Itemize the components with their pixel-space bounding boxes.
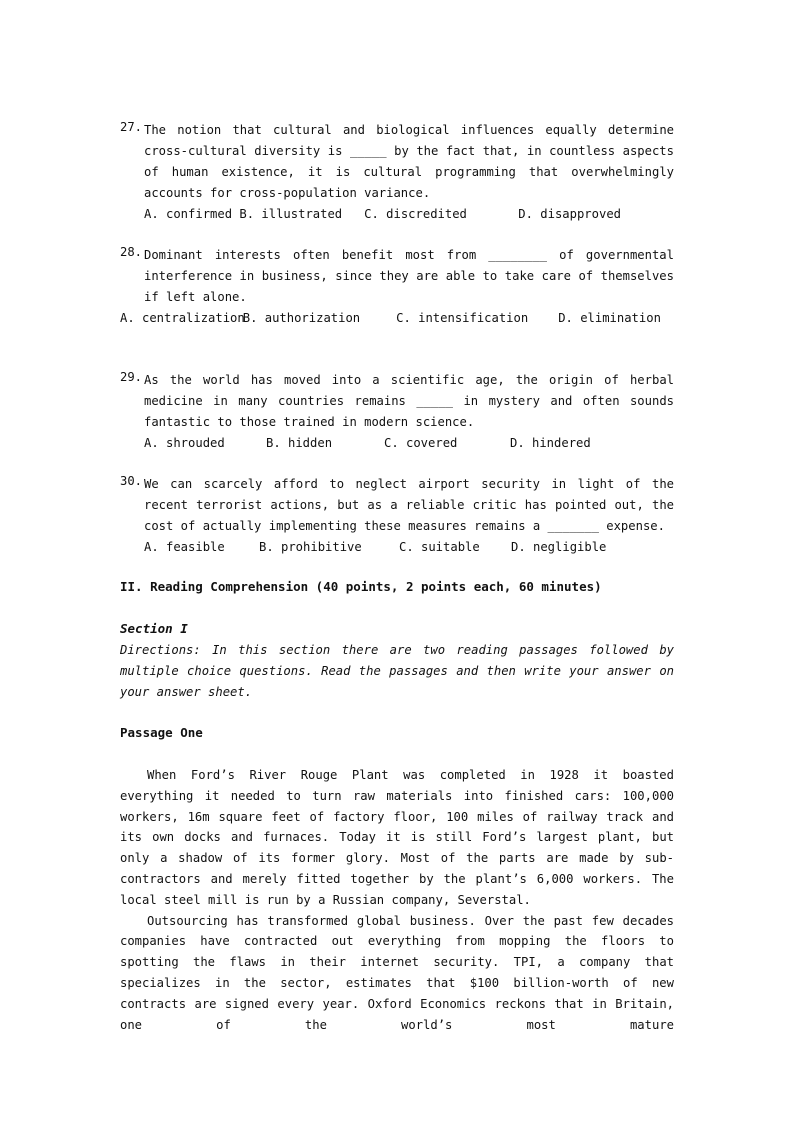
passage-title: Passage One	[120, 725, 203, 740]
passage-body	[120, 765, 674, 1035]
option-d: D. hindered	[510, 436, 591, 450]
option-c: C. covered	[384, 436, 458, 450]
part-heading: II. Reading Comprehension (40 points, 2 points each, 60 minutes)	[120, 579, 602, 594]
option-d: D. disapproved	[518, 207, 621, 221]
question-29	[120, 370, 674, 453]
option-a: A. centralization	[120, 311, 245, 325]
question-stem: We can scarcely afford to neglect airport security in light of the recent terrorist actions, but as a reliable critic has pointed out, the cost of actually implementing these measures remains a _______ expense.	[144, 477, 674, 533]
section-title: Section I	[120, 621, 188, 636]
option-d: D. elimination	[558, 311, 661, 325]
option-d: D. negligible	[511, 540, 607, 554]
question-27	[120, 120, 674, 224]
question-number: 28.	[120, 245, 143, 259]
option-a: A. shrouded	[144, 436, 225, 450]
passage-paragraph: When Ford’s River Rouge Plant was completed in 1928 it boasted everything it needed to turn raw materials into finished cars: 100,000 workers, 16m square feet of factory floor, 100 miles of railway track and its own docks and furnaces. Today it is still Ford’s largest plant, but only a shadow of its former glory. Most of the parts are made by sub-contractors and merely fitted together by the plant’s 6,000 workers. The local steel mill is run by a Russian company, Severstal.	[120, 768, 674, 907]
question-30	[120, 474, 674, 557]
question-number: 30.	[120, 474, 143, 488]
question-options	[144, 204, 674, 224]
option-c: C. suitable	[399, 540, 480, 554]
question-options	[120, 308, 674, 328]
question-options	[144, 537, 674, 557]
option-b: B. illustrated	[239, 207, 343, 221]
option-c: C. discredited	[364, 207, 467, 221]
option-b: B. prohibitive	[259, 540, 362, 554]
question-number: 29.	[120, 370, 143, 384]
question-options	[144, 433, 674, 453]
option-b: B. authorization	[242, 311, 361, 325]
passage-paragraph: Outsourcing has transformed global business. Over the past few decades companies have contracted out everything from mopping the floors to spotting the flaws in their internet security. TPI, a company that specializes in the sector, estimates that $100 billion-worth of new contracts are signed every year. Oxford Economics reckons that in Britain, one of the world’s most mature	[120, 913, 674, 1032]
option-b: B. hidden	[266, 436, 333, 450]
question-28	[120, 245, 674, 328]
option-a: A. feasible	[144, 540, 225, 554]
option-c: C. intensification	[396, 311, 529, 325]
question-stem: The notion that cultural and biological influences equally determine cross-cultural diversity is _____ by the fact that, in countless aspects of human existence, it is cultural programming that overwhelmingly accounts for cross-population variance.	[144, 123, 674, 200]
directions-text: Directions: In this section there are two reading passages followed by multiple choice questions. Read the passages and then write your answer on your answer sheet.	[120, 643, 674, 699]
question-stem: As the world has moved into a scientific age, the origin of herbal medicine in many countries remains _____ in mystery and often sounds fantastic to those trained in modern science.	[144, 373, 674, 429]
question-number: 27.	[120, 120, 143, 134]
option-a: A. confirmed	[144, 207, 233, 221]
question-stem: Dominant interests often benefit most from ________ of governmental interference in business, since they are able to take care of themselves if left alone.	[144, 248, 674, 304]
